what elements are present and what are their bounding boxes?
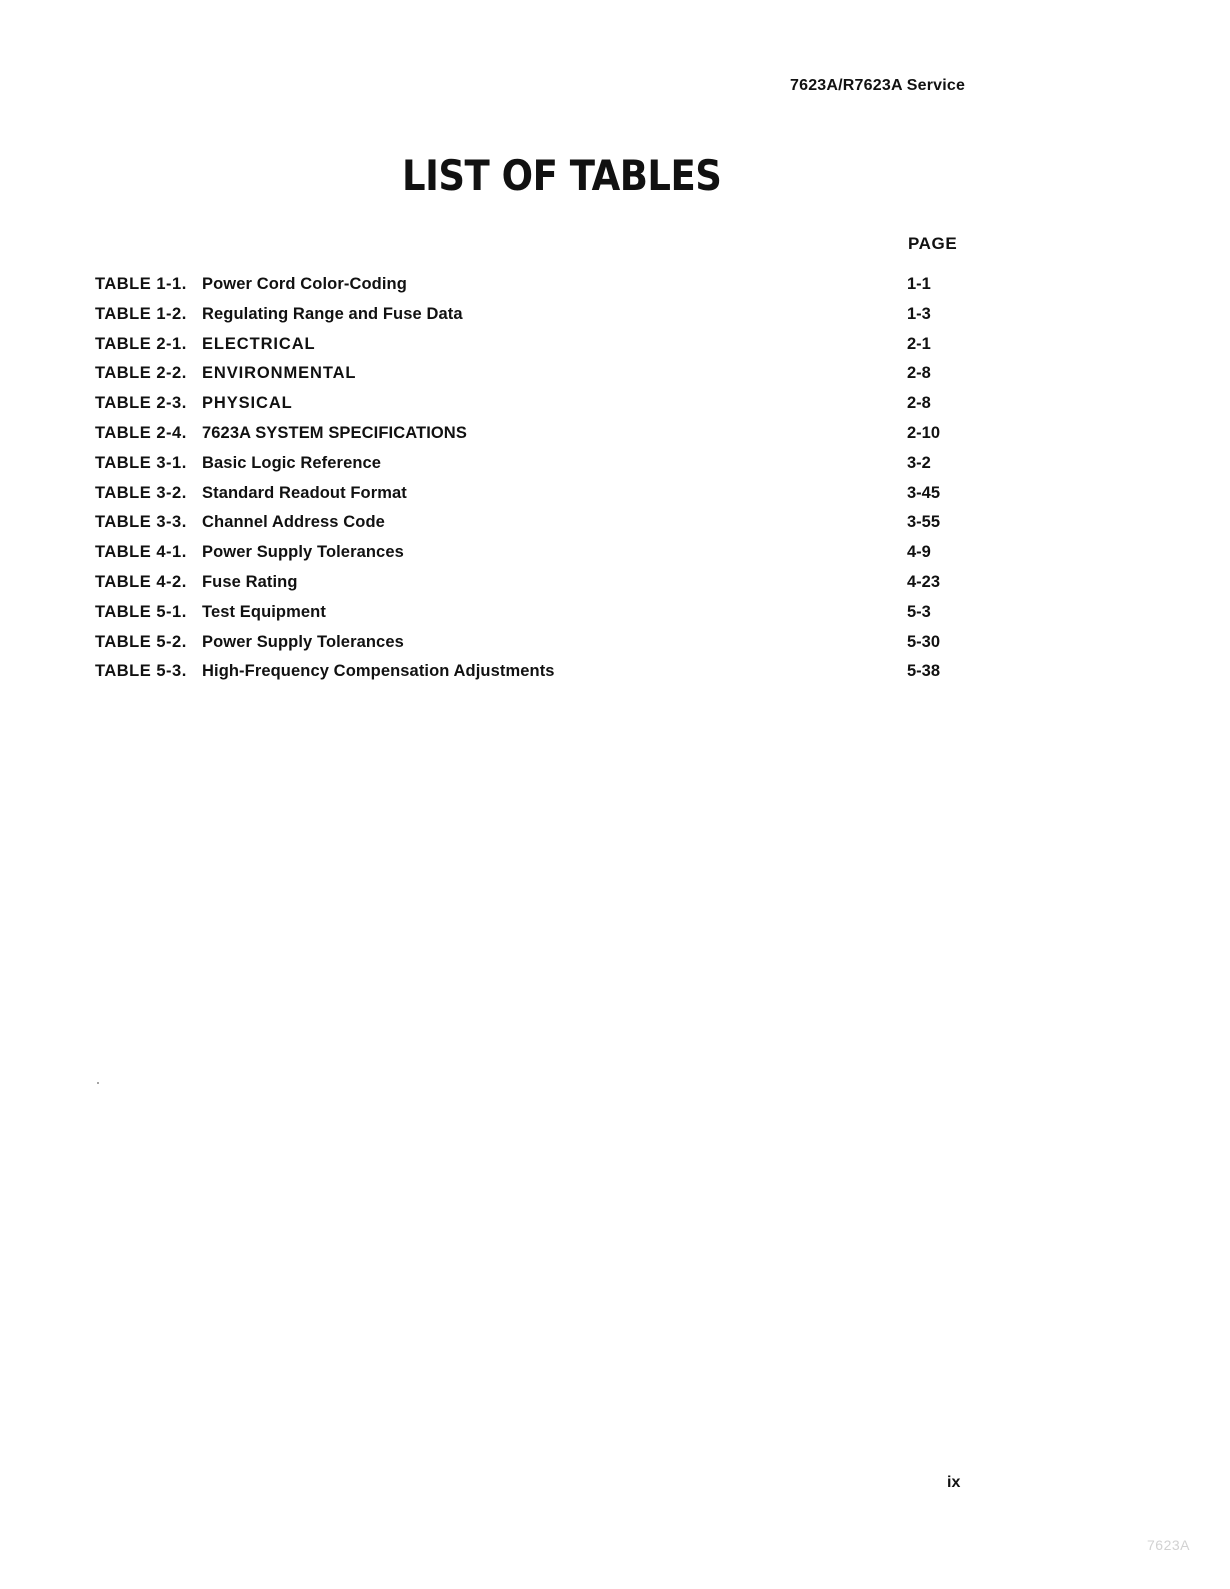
page-number: 1-1 [907, 275, 931, 293]
list-item-table-3-2[interactable] [95, 479, 975, 509]
page-folio: ix [947, 1474, 961, 1491]
table-title: Power Supply Tolerances [202, 632, 404, 651]
list-item-table-4-1[interactable] [95, 538, 975, 568]
page-number: 2-8 [907, 394, 931, 413]
table-number: TABLE 5-2. [95, 632, 187, 651]
table-number: TABLE 1-2. [95, 304, 187, 323]
table-title: ELECTRICAL [202, 334, 316, 353]
list-item-table-3-3[interactable] [95, 508, 975, 538]
list-item-table-4-2[interactable] [95, 568, 975, 598]
page-title: LIST OF TABLES [402, 152, 722, 201]
list-item-table-3-1[interactable] [95, 449, 975, 479]
page-number: 5-3 [907, 602, 931, 621]
table-title: Standard Readout Format [202, 483, 407, 502]
page-number: 5-38 [907, 662, 941, 681]
table-title: Channel Address Code [202, 513, 385, 532]
table-number: TABLE 4-1. [95, 543, 187, 562]
page-number: 3-55 [907, 513, 941, 532]
table-number: TABLE 2-1. [95, 334, 187, 353]
scan-speck [97, 1082, 99, 1084]
table-number: TABLE 4-2. [95, 572, 187, 591]
page-number: 3-2 [907, 453, 931, 472]
table-title: PHYSICAL [202, 394, 293, 413]
list-item-table-2-3[interactable] [95, 389, 975, 419]
table-title: Basic Logic Reference [202, 453, 382, 472]
list-item-table-5-2[interactable] [95, 628, 975, 658]
table-title: 7623A SYSTEM SPECIFICATIONS [202, 423, 467, 442]
table-title: Power Supply Tolerances [202, 543, 404, 562]
table-number: TABLE 3-3. [95, 513, 187, 532]
page-number: 5-30 [907, 632, 941, 651]
list-item-table-1-2[interactable] [95, 300, 975, 330]
table-number: TABLE 3-1. [95, 453, 187, 472]
page-number: 2-8 [907, 364, 931, 383]
page-column-heading: PAGE [908, 234, 958, 253]
list-item-table-5-1[interactable] [95, 598, 975, 628]
table-number: TABLE 2-3. [95, 394, 187, 413]
list-item-table-5-3[interactable] [95, 657, 975, 687]
page-number: 4-23 [907, 572, 941, 591]
table-title: Test Equipment [202, 602, 326, 621]
list-item-table-2-1[interactable] [95, 330, 975, 360]
list-item-table-2-2[interactable] [95, 359, 975, 389]
table-number: TABLE 2-4. [95, 423, 187, 442]
table-number: TABLE 1-1. [95, 275, 187, 293]
table-number: TABLE 3-2. [95, 483, 187, 502]
table-title: ENVIRONMENTAL [202, 364, 357, 383]
table-title: Power Cord Color-Coding [202, 275, 407, 293]
page-number: 4-9 [907, 543, 931, 562]
page-number: 2-1 [907, 334, 931, 353]
page-number: 2-10 [907, 423, 941, 442]
running-header: 7623A/R7623A Service [790, 77, 966, 94]
table-title: High-Frequency Compensation Adjustments [202, 662, 555, 681]
list-of-tables [95, 270, 975, 687]
page-number: 3-45 [907, 483, 941, 502]
table-title: Fuse Rating [202, 572, 298, 591]
table-title: Regulating Range and Fuse Data [202, 304, 463, 323]
page-number: 1-3 [907, 304, 931, 323]
table-number: TABLE 5-1. [95, 602, 187, 621]
list-item-table-1-1[interactable] [95, 270, 975, 300]
list-item-table-2-4[interactable] [95, 419, 975, 449]
document-imprint: 7623A [1147, 1537, 1190, 1553]
table-number: TABLE 5-3. [95, 662, 187, 681]
table-number: TABLE 2-2. [95, 364, 187, 383]
